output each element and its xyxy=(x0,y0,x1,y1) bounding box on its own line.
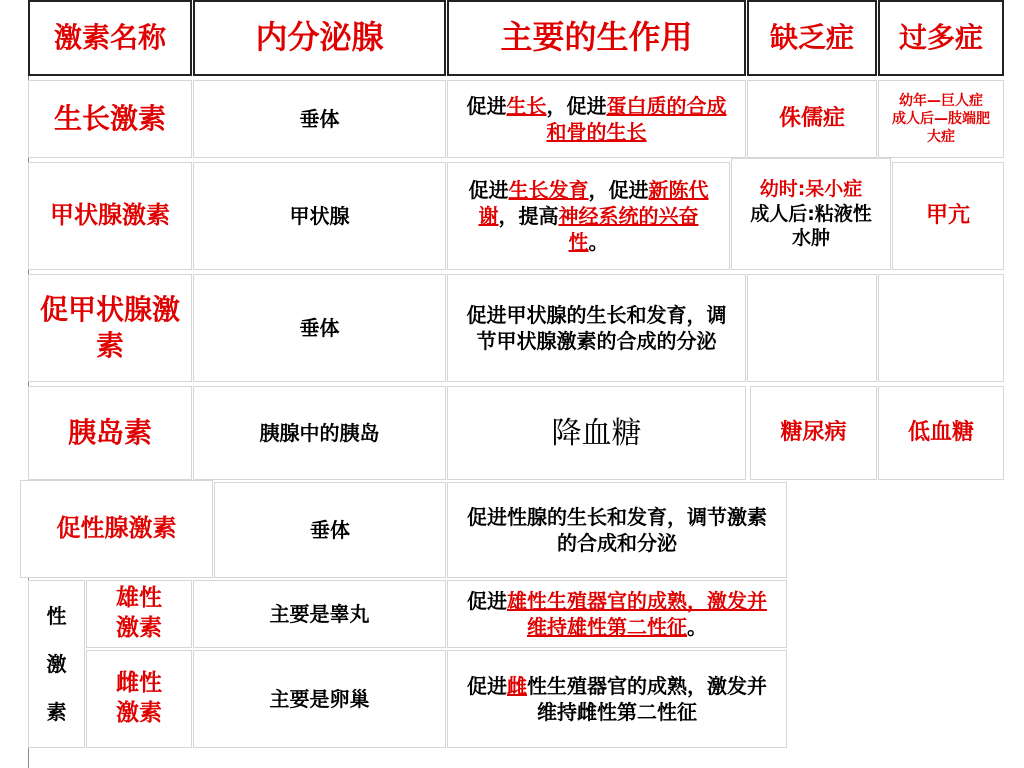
row-th-effect xyxy=(447,162,730,270)
row-female-effect-text xyxy=(462,673,772,725)
row-gnrh-gland-text: 垂体 xyxy=(310,518,350,542)
row-gnrh-effect-text: 促进性腺的生长和发育，调节激素的合成和分泌 xyxy=(467,505,767,555)
row-insulin-gland-text: 胰腺中的胰岛 xyxy=(259,421,380,445)
row-male-name xyxy=(86,580,192,648)
effect-part-highlight: 神经系统的兴奋性 xyxy=(558,204,699,254)
row-insulin-excess-text: 低血糖 xyxy=(907,419,974,445)
row-tsh-name-text: 促甲状腺激素 xyxy=(39,292,180,362)
row-male-gland-text: 主要是睾丸 xyxy=(269,602,370,626)
row-gh-deficiency xyxy=(747,80,877,158)
effect-part-highlight: 雌 xyxy=(507,674,527,698)
row-gh-gland-text: 垂体 xyxy=(299,107,340,131)
row-insulin-effect-text: 降血糖 xyxy=(551,415,642,451)
row-th-gland-text: 甲状腺 xyxy=(289,204,350,228)
effect-part: 。 xyxy=(588,230,609,254)
header-effect-text: 主要的生作用 xyxy=(500,18,693,57)
effect-part: ，促进 xyxy=(588,178,649,202)
effect-part-highlight: 雄性生殖器官的成熟，激发并维持雄性第二性征 xyxy=(507,589,767,639)
group-label-char: 激 xyxy=(46,652,67,676)
header-excess-text: 过多症 xyxy=(898,20,983,54)
row-gh-name xyxy=(28,80,192,158)
effect-part-highlight: 蛋白质的合成和骨的生长 xyxy=(546,94,727,144)
header-excess xyxy=(878,0,1004,76)
effect-part-highlight: 生长 xyxy=(506,94,547,118)
header-deficiency-text: 缺乏症 xyxy=(769,20,854,54)
row-gh-deficiency-text: 侏儒症 xyxy=(778,105,845,131)
row-tsh-gland xyxy=(193,274,446,382)
row-gh-excess xyxy=(878,80,1004,158)
row-tsh-effect-text: 促进甲状腺的生长和发育，调节甲状腺激素的合成的分泌 xyxy=(466,303,727,353)
group-label-char: 性 xyxy=(46,604,67,628)
row-insulin-effect xyxy=(447,386,746,480)
row-insulin-gland xyxy=(193,386,446,480)
row-th-excess-text: 甲亢 xyxy=(925,202,970,228)
row-tsh-excess xyxy=(878,274,1004,382)
row-th-effect-text xyxy=(462,177,715,255)
effect-part: 促进 xyxy=(466,94,507,118)
row-female-effect xyxy=(447,650,787,748)
row-insulin-name-text: 胰岛素 xyxy=(67,415,152,449)
row-tsh-effect xyxy=(447,274,746,382)
row-th-deficiency-rest: 成人后:粘液性水肿 xyxy=(750,202,872,250)
row-gh-gland xyxy=(193,80,446,158)
row-male-name-text: 雄性激素 xyxy=(116,585,162,641)
row-gnrh-name-text: 促性腺激素 xyxy=(56,514,177,543)
row-th-deficiency xyxy=(731,158,891,270)
group-label-char: 素 xyxy=(46,700,67,724)
row-th-deficiency-red: 幼时:呆小症 xyxy=(759,177,863,200)
row-gnrh-name xyxy=(20,480,213,578)
row-male-gland xyxy=(193,580,446,648)
effect-part: 促进 xyxy=(467,674,507,698)
row-insulin-deficiency xyxy=(750,386,877,480)
row-female-gland-text: 主要是卵巢 xyxy=(269,687,370,711)
effect-part-highlight: 生长发育 xyxy=(508,178,589,202)
effect-part: 促进 xyxy=(467,589,507,613)
row-tsh-gland-text: 垂体 xyxy=(299,316,340,340)
sex-hormone-group-label xyxy=(28,580,85,748)
effect-part: ，提高 xyxy=(498,204,559,228)
row-female-name xyxy=(86,650,192,748)
row-gh-effect xyxy=(447,80,746,158)
header-hormone-name-text: 激素名称 xyxy=(53,20,166,54)
row-gnrh-effect xyxy=(447,482,787,578)
header-effect xyxy=(447,0,746,76)
effect-part: 促进 xyxy=(468,178,509,202)
row-male-effect xyxy=(447,580,787,648)
row-insulin-deficiency-text: 糖尿病 xyxy=(780,419,847,445)
row-gh-effect-text xyxy=(466,93,727,145)
row-female-name-text: 雌性激素 xyxy=(116,670,162,726)
effect-part-highlight: 新陈代谢 xyxy=(478,178,709,228)
effect-part: 。 xyxy=(687,615,707,639)
row-insulin-name xyxy=(28,386,192,480)
row-insulin-excess xyxy=(878,386,1004,480)
row-male-effect-text xyxy=(462,588,772,640)
header-deficiency xyxy=(747,0,877,76)
row-th-gland xyxy=(193,162,446,270)
row-tsh-deficiency xyxy=(747,274,877,382)
row-female-gland xyxy=(193,650,446,748)
row-th-name xyxy=(28,162,192,270)
row-th-name-text: 甲状腺激素 xyxy=(50,201,170,230)
row-gh-name-text: 生长激素 xyxy=(53,101,166,135)
row-th-excess xyxy=(892,162,1004,270)
effect-part: 性生殖器官的成熟，激发并维持雌性第二性征 xyxy=(527,674,767,724)
header-gland-text: 内分泌腺 xyxy=(255,18,384,57)
row-gnrh-gland xyxy=(214,482,446,578)
row-tsh-name xyxy=(28,274,192,382)
header-gland xyxy=(193,0,446,76)
header-hormone-name xyxy=(28,0,192,76)
effect-part: ，促进 xyxy=(546,94,607,118)
row-gh-excess-text: 幼年—巨人症 成人后—肢端肥大症 xyxy=(892,92,990,146)
